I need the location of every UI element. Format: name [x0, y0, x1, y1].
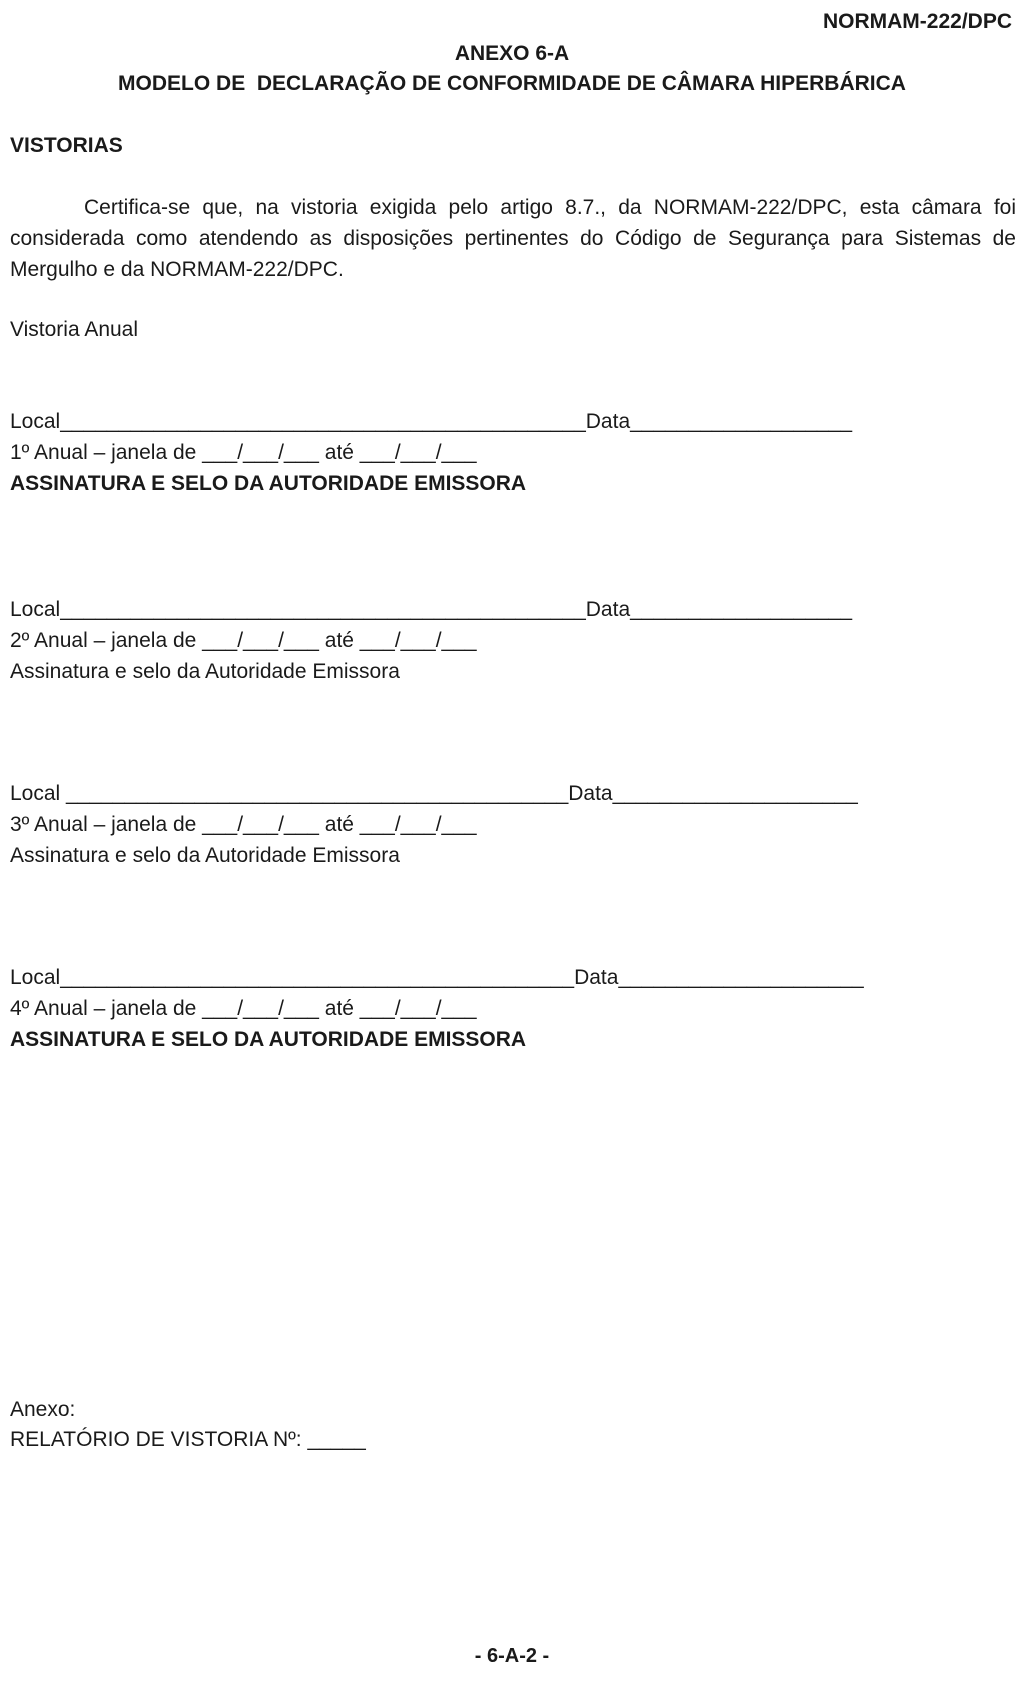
survey-3-signature-label: Assinatura e selo da Autoridade Emissora [10, 844, 400, 867]
page-number: - 6-A-2 - [474, 1645, 550, 1667]
annual-survey-heading: Vistoria Anual [10, 318, 139, 341]
survey-4-window-field[interactable]: 4º Anual – janela de ___/___/___ até ___/___/___ [10, 997, 477, 1020]
certification-paragraph: Certifica-se que, na vistoria exigida pelo artigo 8.7., da NORMAM-222/DPC, esta câmara foi considerada como atendendo as disposições pertinentes do Código de Segurança para Sistemas de Mergulho e da NORMAM-222/DPC. [10, 196, 1016, 281]
survey-1-place-date-field[interactable]: Local_____________________________________________Data___________________ [10, 410, 853, 433]
document-code: NORMAM-222/DPC [822, 10, 1012, 33]
survey-2-signature-label: Assinatura e selo da Autoridade Emissora [10, 660, 400, 683]
section-heading: VISTORIAS [10, 134, 123, 157]
annex-title: ANEXO 6-A [454, 42, 570, 65]
report-number-field[interactable]: RELATÓRIO DE VISTORIA Nº: _____ [10, 1428, 366, 1451]
model-title: MODELO DE DECLARAÇÃO DE CONFORMIDADE DE CÂMARA HIPERBÁRICA [118, 72, 906, 95]
survey-1-signature-label: ASSINATURA E SELO DA AUTORIDADE EMISSORA [10, 472, 527, 495]
survey-1-window-field[interactable]: 1º Anual – janela de ___/___/___ até ___/___/___ [10, 441, 477, 464]
annex-label: Anexo: [10, 1398, 76, 1421]
survey-3-place-date-field[interactable]: Local ___________________________________________Data_____________________ [10, 782, 858, 805]
survey-4-signature-label: ASSINATURA E SELO DA AUTORIDADE EMISSORA [10, 1028, 527, 1051]
survey-3-window-field[interactable]: 3º Anual – janela de ___/___/___ até ___/___/___ [10, 813, 477, 836]
survey-2-place-date-field[interactable]: Local_____________________________________________Data___________________ [10, 598, 853, 621]
survey-4-place-date-field[interactable]: Local____________________________________________Data_____________________ [10, 966, 864, 989]
survey-2-window-field[interactable]: 2º Anual – janela de ___/___/___ até ___/___/___ [10, 629, 477, 652]
